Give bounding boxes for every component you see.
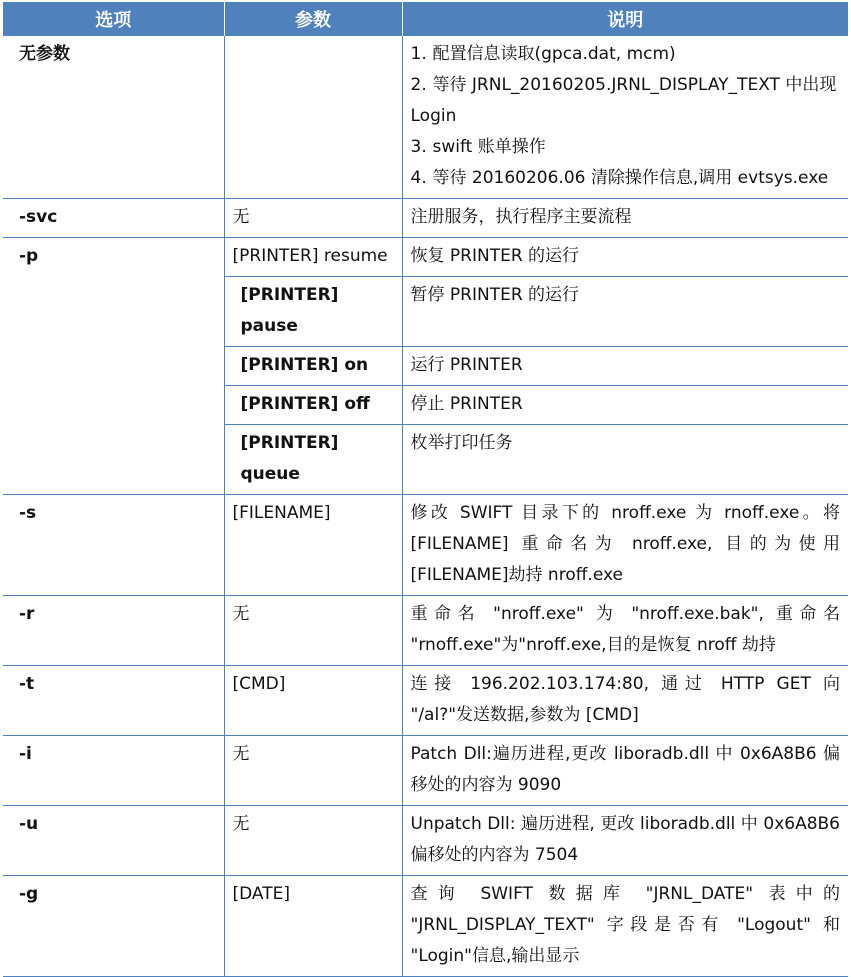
desc-cell [402,36,848,199]
desc-cell: 暂停 PRINTER 的运行 [402,277,848,347]
desc-cell: 查询 SWIFT 数据库 "JRNL_DATE" 表中的 "JRNL_DISPLAY_TEXT" 字段是否有 "Logout" 和 "Login"信息,输出显示 [402,876,848,977]
table-row-t [3,666,848,736]
param-cell: 无 [224,736,402,806]
param-cell: [PRINTER] off [224,386,402,425]
param-cell: [PRINTER] on [224,347,402,386]
table-row-i [3,736,848,806]
step-list [411,39,841,194]
param-cell [224,36,402,199]
option-cell: -g [3,876,224,977]
desc-cell: 注册服务，执行程序主要流程 [402,199,848,238]
step-item: 3. swift 账单操作 [410,137,546,157]
step-item: 1. 配置信息读取(gpca.dat, mcm) [410,44,676,64]
param-cell: [CMD] [224,666,402,736]
param-cell: 无 [224,199,402,238]
option-cell: 无参数 [3,36,224,199]
desc-cell: 运行 PRINTER [402,347,848,386]
header-param: 参数 [224,2,402,36]
option-cell: -i [3,736,224,806]
table-row-s [3,495,848,596]
header-desc: 说明 [402,2,848,36]
option-cell: -p [3,238,224,495]
desc-cell: 恢复 PRINTER 的运行 [402,238,848,277]
option-cell: -svc [3,199,224,238]
options-table [3,2,848,977]
desc-cell: 枚举打印任务 [402,425,848,495]
param-cell: [PRINTER] pause [224,277,402,347]
option-cell: -t [3,666,224,736]
table-row-svc [3,199,848,238]
param-cell: [PRINTER] queue [224,425,402,495]
desc-cell: 停止 PRINTER [402,386,848,425]
desc-cell: 修改 SWIFT 目录下的 nroff.exe 为 rnoff.exe。将 [FILENAME] 重命名为 nroff.exe, 目的为使用 [FILENAME]劫持 nroff.exe [402,495,848,596]
param-cell: [FILENAME] [224,495,402,596]
option-cell: -u [3,806,224,876]
header-option: 选项 [3,2,224,36]
option-cell: -s [3,495,224,596]
desc-cell: Unpatch Dll: 遍历进程, 更改 liboradb.dll 中 0x6A8B6 偏移处的内容为 7504 [402,806,848,876]
param-cell: [DATE] [224,876,402,977]
header-row [3,2,848,36]
param-cell: 无 [224,806,402,876]
param-cell: [PRINTER] resume [224,238,402,277]
table-row-r [3,596,848,666]
param-cell: 无 [224,596,402,666]
step-item: 4. 等待 20160206.06 清除操作信息,调用 evtsys.exe [410,168,829,188]
step-item: 2. 等待 JRNL_20160205.JRNL_DISPLAY_TEXT 中出现 Login [410,75,837,126]
desc-cell: 连接 196.202.103.174:80, 通过 HTTP GET 向 "/al?"发送数据,参数为 [CMD] [402,666,848,736]
table-row-g [3,876,848,977]
table-row-u [3,806,848,876]
option-cell: -r [3,596,224,666]
table-row-p [3,238,848,277]
desc-cell: 重命名 "nroff.exe" 为 "nroff.exe.bak", 重命名 "rnoff.exe"为"nroff.exe,目的是恢复 nroff 劫持 [402,596,848,666]
desc-cell: Patch Dll:遍历进程,更改 liboradb.dll 中 0x6A8B6 偏移处的内容为 9090 [402,736,848,806]
table-row-noparam [3,36,848,199]
